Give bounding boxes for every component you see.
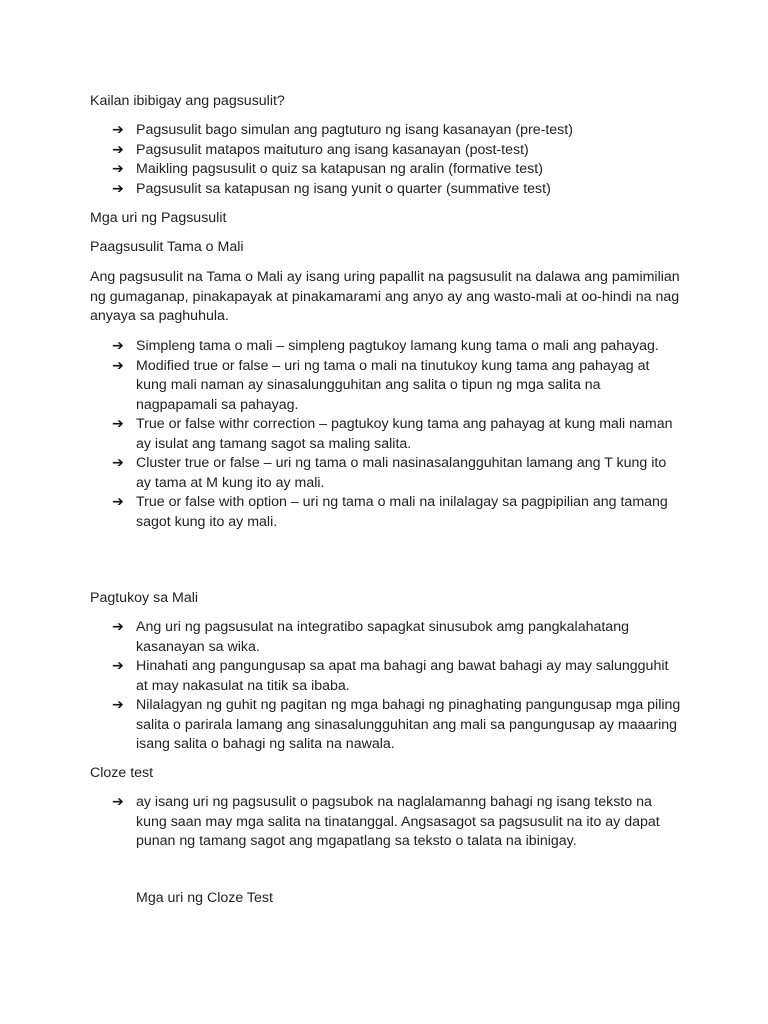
list-item: ➔ True or false with option – uri ng tama o mali na inilalagay sa pagpipilian ang tamang sagot kung ito ay mali.: [112, 494, 668, 530]
list-item: ➔ Hinahati ang pangungusap sa apat ma bahagi ang bawat bahagi ay may salungguhit at may nakasulat na titik sa ibaba.: [112, 658, 669, 694]
tama-mali-list: [112, 337, 682, 532]
types-heading: Mga uri ng Pagsusulit: [90, 210, 227, 226]
list-item: ➔ Simpleng tama o mali – simpleng pagtukoy lamang kung tama o mali ang pahayag.: [112, 337, 682, 357]
list-item: ➔ Cluster true or false – uri ng tama o mali nasinasalangguhitan lamang ang T kung ito ay tama at M kung ito ay mali.: [112, 455, 667, 491]
arrow-icon: ➔: [112, 455, 124, 471]
arrow-icon: ➔: [112, 494, 124, 510]
list-item: ➔ Nilalagyan ng guhit ng pagitan ng mga bahagi ng pinaghating pangungusap mga piling salita o parirala lamang ang sinasalungguhitan ang mali sa pangungusap ay maaaring isang salita o bahagi ng salita na nawala.: [112, 697, 681, 752]
timing-list: [112, 121, 682, 199]
arrow-icon: ➔: [112, 122, 124, 138]
question-heading: Kailan ibibigay ang pagsusulit?: [90, 93, 285, 109]
tama-mali-heading: Paagsusulit Tama o Mali: [90, 239, 244, 255]
pagtukoy-heading: Pagtukoy sa Mali: [90, 590, 199, 606]
arrow-icon: ➔: [112, 619, 124, 635]
pagtukoy-list: [112, 618, 682, 755]
list-item: ➔ Pagsusulit bago simulan ang pagtuturo ng isang kasanayan (pre-test): [112, 121, 682, 141]
cloze-list: [112, 793, 682, 852]
cloze-heading: Cloze test: [90, 765, 154, 781]
list-item: ➔ Maikling pagsusulit o quiz sa katapusan ng aralin (formative test): [112, 160, 682, 180]
tama-mali-description: Ang pagsusulit na Tama o Mali ay isang uring papallit na pagsusulit na dalawa ang pamimilian ng gumaganap, pinakapayak at pinakamarami ang anyo ay ang wasto-mali at oo-hindi na nag anyaya sa paghuhula.: [90, 269, 680, 324]
arrow-icon: ➔: [112, 658, 124, 674]
arrow-icon: ➔: [112, 338, 124, 354]
list-item: ➔ Modified true or false – uri ng tama o mali na tinutukoy kung tama ang pahayag at kung mali naman ay sinasalungguhitan ang salita o tipun ng mga salita na nagpapamali sa pahayag.: [112, 357, 650, 413]
list-item: ➔ Pagsusulit sa katapusan ng isang yunit o quarter (summative test): [112, 180, 682, 200]
list-item: ➔ ay isang uri ng pagsusulit o pagsubok na naglalamanng bahagi ng isang teksto na kung saan may mga salita na tinatanggal. Angsasagot sa pagsusulit na ito ay dapat punan ng tamang sagot ang mgapatlang sa teksto o talata na ibinigay.: [112, 794, 660, 849]
arrow-icon: ➔: [112, 357, 124, 374]
list-item: ➔ Pagsusulit matapos maituturo ang isang kasanayan (post-test): [112, 141, 682, 161]
arrow-icon: ➔: [112, 161, 124, 177]
arrow-icon: ➔: [112, 141, 124, 158]
arrow-icon: ➔: [112, 180, 124, 197]
list-item: ➔ True or false withr correction – pagtukoy kung tama ang pahayag at kung mali naman ay isulat ang tamang sagot sa maling salita.: [112, 416, 673, 452]
cloze-types-heading: Mga uri ng Cloze Test: [136, 890, 273, 906]
arrow-icon: ➔: [112, 697, 124, 713]
arrow-icon: ➔: [112, 794, 124, 810]
arrow-icon: ➔: [112, 416, 124, 432]
list-item: ➔ Ang uri ng pagsusulat na integratibo sapagkat sinusubok amg pangkalahatang kasanayan sa wika.: [112, 619, 629, 655]
